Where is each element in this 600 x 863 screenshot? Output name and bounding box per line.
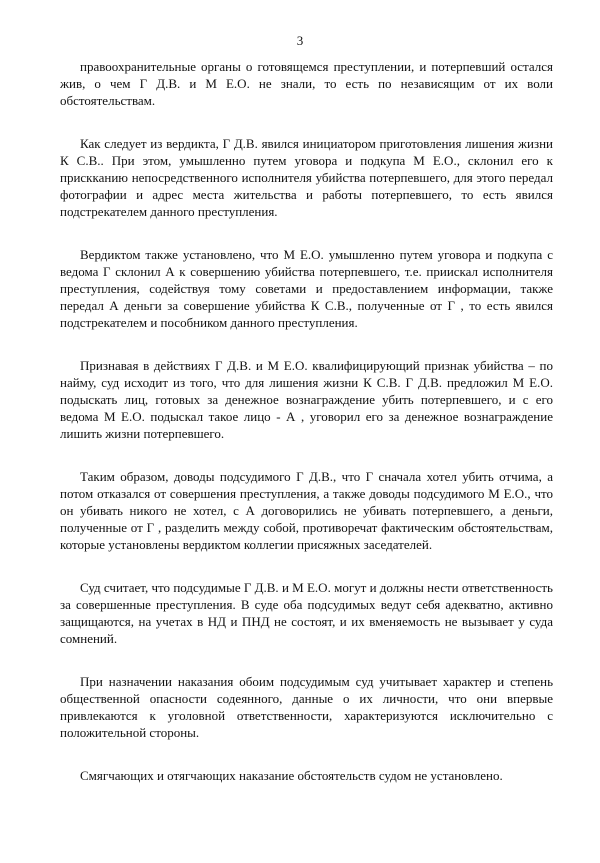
paragraph: Как следует из вердикта, Г Д.В. явился инициатором приготовления лишения жизни К С.В.. При этом, умышленно путем уговора и подкупа М Е.О., склонил его к прискканию непосредственного исполнителя убийства потерпевшего, для этого передал фотографии и адрес места жительства и работы потерпевшего, то есть явился подстрекателем данного преступления.	[60, 136, 553, 219]
paragraph: Таким образом, доводы подсудимого Г Д.В., что Г сначала хотел убить отчима, а потом отказался от совершения преступления, а также доводы подсудимого М Е.О., что он убивать никого не хотел, с А договорились не убивать потерпевшего, а деньги, полученные от Г , разделить между собой, противоречат фактическим обстоятельствам, которые установлены вердиктом коллегии присяжных заседателей.	[60, 469, 553, 552]
paragraph: При назначении наказания обоим подсудимым суд учитывает характер и степень общественной опасности содеянного, данные о их личности, что они впервые привлекаются к уголовной ответственности, характеризуются исключительно с положительной стороны.	[60, 674, 553, 740]
paragraph: Вердиктом также установлено, что М Е.О. умышленно путем уговора и подкупа с ведома Г склонил А к совершению убийства потерпевшего, т.е. приискал исполнителя преступления, содействуя тому советами и предоставлением информации, также передал А деньги за совершение убийства К С.В., полученные от Г , то есть явился подстрекателем и пособником данного преступления.	[60, 247, 553, 330]
document-body	[60, 58, 553, 784]
paragraph: Суд считает, что подсудимые Г Д.В. и М Е.О. могут и должны нести ответственность за совершенные преступления. В суде оба подсудимых ведут себя адекватно, активно защищаются, на учетах в НД и ПНД не состоят, и их вменяемость не вызывает у суда сомнений.	[60, 580, 553, 646]
paragraph: Смягчающих и отягчающих наказание обстоятельств судом не установлено.	[80, 768, 503, 783]
paragraph: Признавая в действиях Г Д.В. и М Е.О. квалифицирующий признак убийства – по найму, суд исходит из того, что для лишения жизни К С.В. Г Д.В. предложил М Е.О. подыскать лиц, готовых за денежное вознаграждение убить потерпевшего, и с его ведома М Е.О. подыскал такое лицо - А , уговорил его за денежное вознаграждение лишить жизни потерпевшего.	[60, 358, 553, 441]
paragraph: правоохранительные органы о готовящемся преступлении, и потерпевший остался жив, о чем Г Д.В. и М Е.О. не знали, то есть по независящим от их воли обстоятельствам.	[60, 59, 553, 108]
page-number: 3	[296, 33, 304, 48]
